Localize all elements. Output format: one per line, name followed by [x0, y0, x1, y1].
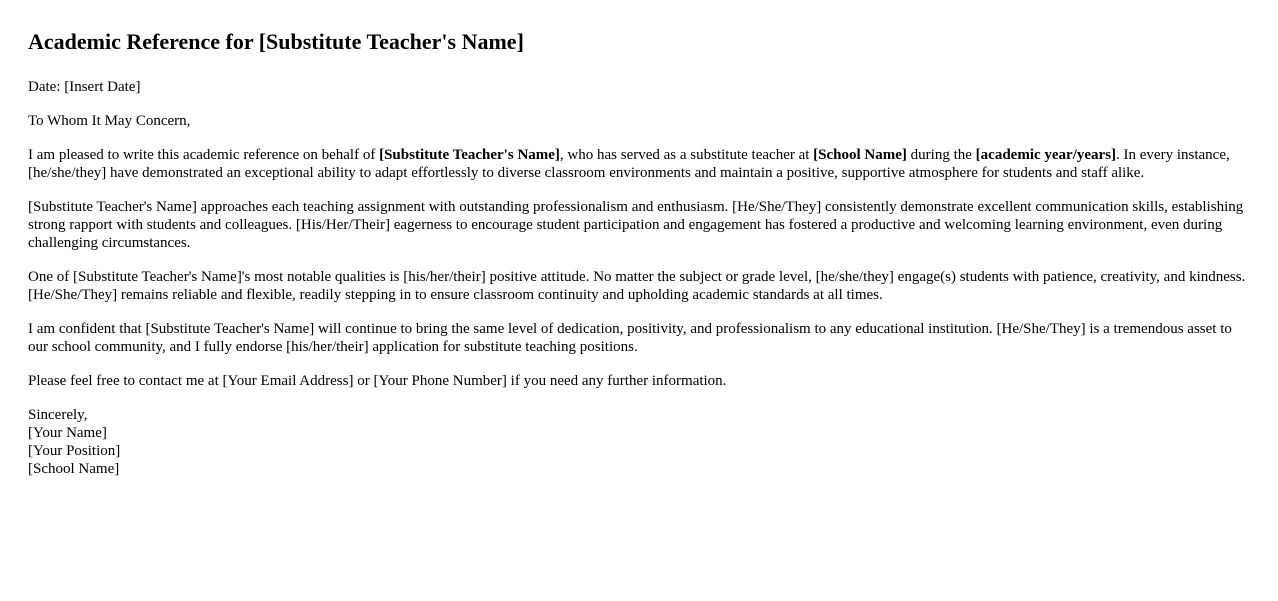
- signature-position: [Your Position]: [28, 443, 121, 459]
- signature-block: [28, 406, 1250, 478]
- intro-text-2: , who has served as a substitute teacher at: [559, 147, 814, 163]
- academic-year-placeholder: [academic year/years]: [975, 147, 1117, 163]
- paragraph-intro: [28, 146, 1250, 182]
- letter-title: Academic Reference for [Substitute Teacher's Name]: [28, 29, 524, 54]
- signature-name: [Your Name]: [28, 425, 107, 441]
- signature-closing: Sincerely,: [28, 407, 88, 423]
- paragraph-attitude: One of [Substitute Teacher's Name]'s most notable qualities is [his/her/their] positive attitude. No matter the subject or grade level, [he/she/they] engage(s) students with patience, creativity, and kindness. [He/She/They] remains reliable and flexible, readily stepping in to ensure classroom continuity and upholding academic standards at all times.: [28, 269, 1246, 303]
- intro-text-1: I am pleased to write this academic reference on behalf of: [28, 147, 380, 163]
- paragraph-professionalism: [Substitute Teacher's Name] approaches each teaching assignment with outstanding professionalism and enthusiasm. [He/She/They] consistently demonstrate excellent communication skills, establishing strong rapport with students and colleagues. [His/Her/Their] eagerness to encourage student participation and engagement has fostered a productive and welcoming learning environment, even during challenging circumstances.: [28, 199, 1244, 251]
- intro-text-3: during the: [906, 147, 976, 163]
- teacher-name-placeholder: [Substitute Teacher's Name]: [379, 147, 560, 163]
- date-line: Date: [Insert Date]: [28, 79, 141, 95]
- paragraph-endorsement: I am confident that [Substitute Teacher's Name] will continue to bring the same level of dedication, positivity, and professionalism to any educational institution. [He/She/They] is a tremendous asset to our school community, and I fully endorse [his/her/their] application for substitute teaching positions.: [28, 321, 1232, 355]
- salutation: To Whom It May Concern,: [28, 113, 191, 129]
- intro-text-4: . In every instance, [he/she/they] have demonstrated an exceptional ability to adapt effortlessly to diverse classroom environments and maintain a positive, supportive atmosphere for students and staff alike.: [28, 147, 1230, 181]
- signature-school: [School Name]: [28, 461, 120, 477]
- school-name-placeholder: [School Name]: [813, 147, 907, 163]
- paragraph-contact: Please feel free to contact me at [Your Email Address] or [Your Phone Number] if you need any further information.: [28, 373, 727, 389]
